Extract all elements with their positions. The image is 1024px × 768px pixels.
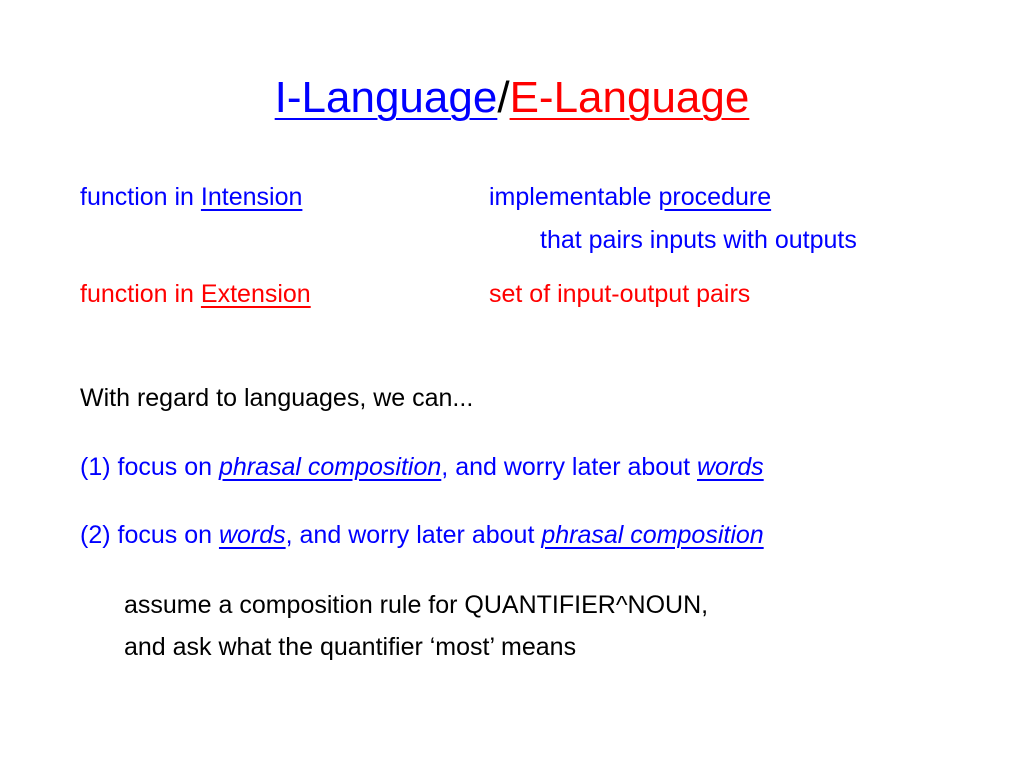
item-2-prefix: (2) focus on (80, 521, 219, 549)
item-1-term-phrasal: phrasal composition (218, 453, 442, 481)
intension-label-prefix: function in (80, 183, 201, 211)
item-2-middle: , and worry later about (285, 521, 542, 549)
intension-label (80, 181, 302, 213)
intension-description-line2: that pairs inputs with outputs (540, 226, 857, 254)
intro-text: With regard to languages, we can... (80, 384, 474, 412)
item-1-middle: , and worry later about (441, 453, 697, 481)
title-i-language: I-Language (274, 73, 498, 122)
extension-term: Extension (200, 280, 311, 308)
item-1 (80, 451, 764, 483)
note-line-1: assume a composition rule for QUANTIFIER^NOUN, (124, 591, 709, 619)
slide-title (0, 70, 1024, 126)
procedure-term: procedure (658, 183, 772, 211)
extension-label (80, 278, 311, 310)
item-2-term-phrasal: phrasal composition (541, 521, 764, 549)
intension-term: Intension (200, 183, 303, 211)
title-e-language: E-Language (509, 73, 750, 122)
note-line-2: and ask what the quantifier ‘most’ means (124, 633, 577, 661)
title-separator: / (497, 73, 510, 122)
extension-label-prefix: function in (80, 280, 201, 308)
extension-description: set of input-output pairs (489, 280, 751, 308)
item-1-term-words: words (697, 453, 764, 481)
item-2 (80, 519, 764, 551)
item-2-term-words: words (218, 521, 286, 549)
intension-description-prefix: implementable (489, 183, 659, 211)
item-1-prefix: (1) focus on (80, 453, 219, 481)
intension-description (489, 181, 771, 213)
